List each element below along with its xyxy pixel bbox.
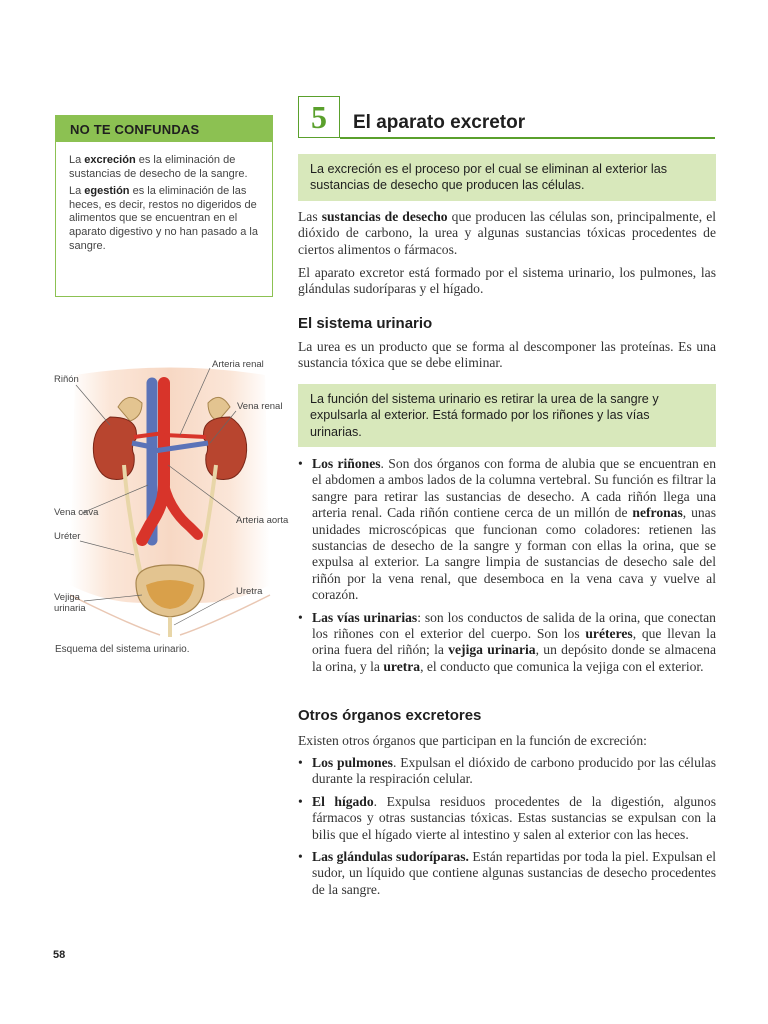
urinario-list — [298, 456, 716, 681]
section-rule — [340, 137, 715, 139]
heading-sistema-urinario: El sistema urinario — [298, 315, 433, 332]
otros-intro: Existen otros órganos que participan en la función de excreción: — [298, 733, 647, 748]
label-vena-cava: Vena cava — [54, 507, 99, 518]
list-item-pulmones: • Los pulmones. Expulsan el dióxido de carbono producido por las células durante la respiración celular. — [298, 755, 716, 788]
note-egestion: La egestión es la eliminación de las heces, es decir, restos no digeridos de alimentos que se encuentran en el aparato digestivo y no han pasado a la sangre. — [69, 185, 258, 252]
note-box — [55, 115, 273, 297]
section-number: 5 — [298, 96, 340, 138]
list-item-vias-urinarias: • Las vías urinarias: son los conductos de salida de la orina, que conectan los riñones con el exterior del cuerpo. Son los uréteres, que llevan la orina fuera del riñón; la vejiga urinaria, un depósito donde se almacena la orina, y la uretra, el conducto que comunica la vejiga con el exterior. — [298, 610, 716, 676]
label-rinon: Riñón — [54, 374, 79, 385]
section-title: El aparato excretor — [353, 112, 526, 133]
otros-list — [298, 755, 716, 904]
note-body — [56, 142, 272, 253]
kidney-left — [93, 417, 136, 480]
definition-highlight: La excreción es el proceso por el cual se eliminan al exterior las sustancias de desecho que producen las células. — [298, 154, 716, 201]
label-arteria-renal: Arteria renal — [212, 359, 264, 370]
urinary-system-diagram — [50, 355, 290, 640]
urinario-paragraph: La urea es un producto que se forma al descomponer las proteínas. Es una sustancia tóxica que se debe eliminar. — [298, 339, 716, 371]
heading-otros-organos: Otros órganos excretores — [298, 707, 482, 724]
label-uretra: Uretra — [236, 586, 263, 597]
intro-paragraph-1: Las sustancias de desecho que producen las células son, principalmente, el dióxido de carbono, la urea y algunas sustancias tóxicas procedentes de ciertos alimentos o fármacos. — [298, 209, 717, 257]
kidney-right — [204, 417, 247, 480]
page-number: 58 — [53, 949, 66, 961]
list-item-glandulas: • Las glándulas sudoríparas. Están repartidas por toda la piel. Expulsan el sudor, un líquido que contiene algunas sustancias de desecho procedentes de la sangre. — [298, 849, 716, 898]
figure-caption: Esquema del sistema urinario. — [55, 644, 190, 655]
label-vena-renal: Vena renal — [237, 401, 283, 412]
intro-paragraph-2: El aparato excretor está formado por el sistema urinario, los pulmones, las glándulas sudoríparas y el hígado. — [298, 265, 716, 297]
urinary-system-illustration — [50, 355, 290, 640]
list-item-rinones: • Los riñones. Son dos órganos con forma de alubia que se encuentran en el abdomen a ambos lados de la columna vertebral. Su función es filtrar la sangre para retirar las sustancias de desecho. A cada riñón llega una arteria renal. Cada riñón contiene cerca de un millón de nefronas, unas unidades microscópicas que funcionan como coladores: retienen las sustancias de desecho de la sangre y forman con ellas la orina, que se expulsa al exterior. La sangre limpia de sustancias de desecho sale del riñón por la vena renal, que desemboca en la vena cava y vuelve al corazón. — [298, 456, 716, 604]
label-arteria-aorta: Arteria aorta — [236, 515, 289, 526]
renal-artery-right — [164, 435, 206, 437]
label-vejiga: Vejiga urinaria — [54, 592, 86, 614]
urinario-highlight: La función del sistema urinario es retirar la urea de la sangre y expulsarla al exterior. Está formado por los riñones y las vías urinarias. — [298, 384, 716, 447]
note-excrecion: La excreción es la eliminación de sustancias de desecho de la sangre. — [69, 154, 248, 180]
note-title: NO TE CONFUNDAS — [56, 116, 272, 142]
label-ureter: Uréter — [54, 531, 81, 542]
list-item-higado: • El hígado. Expulsa residuos procedentes de la digestión, algunos fármacos y otras sustancias tóxicas. Estas sustancias se expulsan con la bilis que el hígado vierte al intestino y salen al exterior con las heces. — [298, 794, 716, 843]
